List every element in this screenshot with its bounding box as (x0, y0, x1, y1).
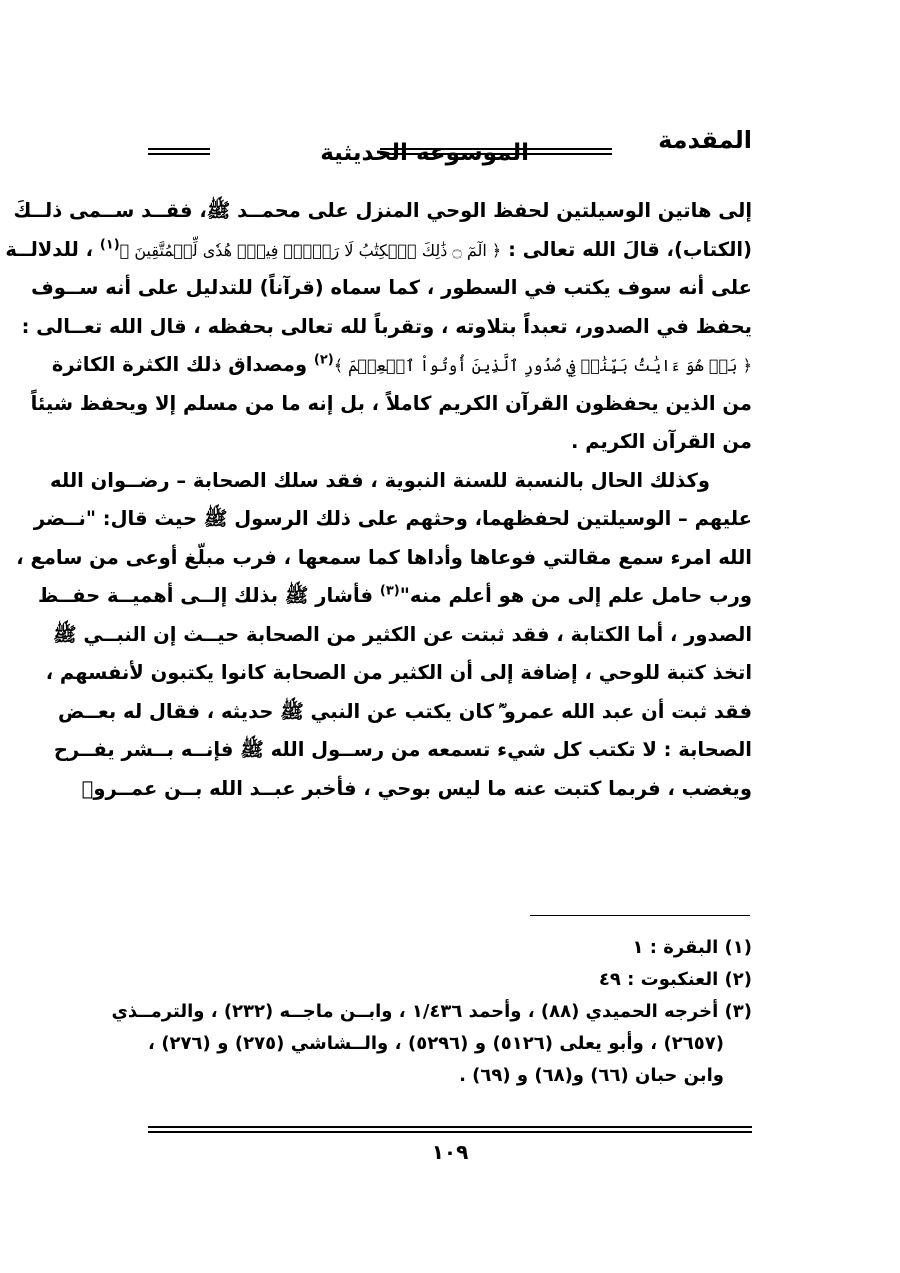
body-line-12: الصدور ، أما الكتابة ، فقد ثبتت عن الكثير من الصحابة حيــث إن النبــي ﷺ (53, 622, 752, 646)
footnote-1: (١) البقرة : ١ (632, 937, 752, 958)
body-line-3: على أنه سوف يكتب في السطور ، كما سماه (قرآناً) للتدليل على أنه ســوف (31, 276, 752, 299)
footnote-separator (530, 915, 750, 916)
body-line-2-end: ، للدلالــة (5, 237, 100, 261)
body-text (5, 192, 752, 808)
body-line-5 (51, 346, 752, 385)
footnote-ref-2[interactable]: (٢) (313, 352, 334, 368)
body-line-2 (5, 231, 752, 270)
body-line-5-text: ومصداق ذلك الكثرة الكاثرة (51, 353, 314, 376)
body-line-11-end: فأشار ﷺ بذلك إلــى أهميــة حفــظ (37, 584, 380, 607)
quran-verse-baqarah: ﴿ الٓمٓ ۝ ذَٰلِكَ ٱلۡكِتَٰبُ لَا رَيۡبَۛ فِيهِۛ هُدٗى لِّلۡمُتَّقِينَ ﴾ (119, 240, 502, 260)
footnote-3-cont-1: (٢٦٥٧) ، وأبو يعلى (٥١٢٦) و (٥٢٩٦) ، والــشاشي (٢٧٥) و (٢٧٦) ، (148, 1033, 724, 1054)
page-header (148, 118, 752, 178)
quran-verse-ankabut: ﴿ بَلۡ هُوَ ءَايَٰتُۢ بَيِّنَٰتٞ فِي صُدُورِ ٱلَّذِينَ أُوتُواْ ٱلۡعِلۡمَ ﴾ (333, 356, 752, 375)
body-line-7: من القرآن الكريم . (571, 430, 752, 453)
header-rule-long (380, 148, 612, 155)
body-line-8: وكذلك الحال بالنسبة للسنة النبوية ، فقد سلك الصحابة – رضــوان الله (50, 468, 710, 492)
body-line-15: الصحابة : لا تكتب كل شيء تسمعه من رســول الله ﷺ فإنــه بــشر يفــرح (53, 738, 752, 761)
body-line-2-text: (الكتاب)، قالَ الله تعالى : (501, 237, 752, 261)
footnote-ref-1[interactable]: (١) (99, 237, 120, 252)
footnote-3-cont-2: وابن حبان (٦٦) و(٦٨) و (٦٩) . (459, 1065, 724, 1086)
footnote-ref-3[interactable]: (٣) (379, 583, 400, 599)
footer-rule (148, 1126, 752, 1133)
section-title: المقدمة (658, 126, 752, 154)
footnotes (111, 932, 752, 1092)
body-line-6: من الذين يحفظون القرآن الكريم كاملاً ، بل إنه ما من مسلم إلا ويحفظ شيئاً (30, 391, 752, 415)
body-line-11 (37, 577, 752, 616)
header-rule-short (148, 148, 210, 155)
footnote-2: (٢) العنكبوت : ٤٩ (598, 969, 752, 990)
body-line-4: يحفظ في الصدور، تعبداً بتلاوته ، وتقرباً لله تعالى بحفظه ، قال الله تعــالى : (21, 314, 752, 338)
body-line-1: إلى هاتين الوسيلتين لحفظ الوحي المنزل على محمــد ﷺ، فقــد ســمى ذلــكَ (13, 199, 752, 222)
body-line-9: عليهم – الوسيلتين لحفظهما، وحثهم على ذلك الرسول ﷺ حيث قال: "نــضر (33, 507, 752, 530)
book-title: الموسوعة الحديثية (320, 140, 529, 166)
body-line-11-text: ورب حامل علم إلى من هو أعلم منه" (399, 584, 752, 607)
page-number: ١٠٩ (431, 1140, 469, 1164)
body-line-16: ويغضب ، فربما كتبت عنه ما ليس بوحي ، فأخبر عبــد الله بــن عمــروؓ (81, 776, 752, 800)
body-line-14: فقد ثبت أن عبد الله عمرو ؓ كان يكتب عن النبي ﷺ حديثه ، فقال له بعــض (57, 699, 752, 723)
body-line-13: اتخذ كتبة للوحي ، إضافة إلى أن الكثير من الصحابة كانوا يكتبون لأنفسهم ، (45, 661, 752, 684)
body-line-10: الله امرء سمع مقالتي فوعاها وأداها كما سمعها ، فرب مبلّغ أوعى من سامع ، (16, 545, 752, 569)
footnote-3: (٣) أخرجه الحميدي (٨٨) ، وأحمد ١/٤٣٦ ، وابــن ماجــه (٢٣٢) ، والترمــذي (111, 1001, 752, 1022)
